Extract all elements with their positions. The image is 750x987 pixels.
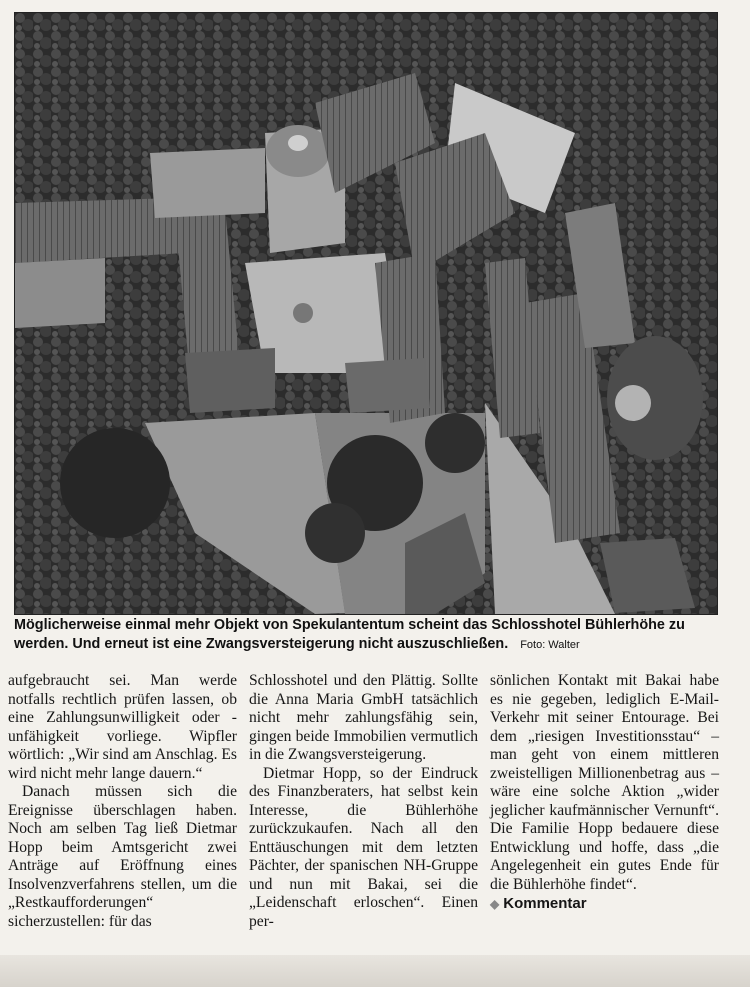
diamond-icon: ◆ <box>490 897 500 911</box>
paragraph: Schlosshotel und den Plättig. Sollte die Anna Maria GmbH tatsächlich nicht mehr zahlungsfähig sein, gingen beide Immobilien vermutlich in die Zwangsversteigerung. <box>249 672 478 763</box>
paper-edge <box>0 955 750 987</box>
aerial-photo-icon <box>15 13 717 614</box>
paragraph: sönlichen Kontakt mit Bakai habe es nie gegeben, lediglich E-Mail-Verkehr mit seiner Entourage. Bei dem „riesigen Investitionsstau“ – man geht von einem mittleren zweistelligen Millionenbetrag aus – wäre eine solche Aktion „wider jeglicher kaufmännischer Vernunft“. Die Familie Hopp bedauere diese Entwicklung und hoffe, dass „die Angelegenheit ein gutes Ende für die Bühlerhöhe findet“. <box>490 672 719 893</box>
aerial-photo-schlosshotel <box>14 12 718 615</box>
paragraph: Danach müssen sich die Ereignisse überschlagen haben. Noch am selben Tag ließ Dietmar Hopp beim Amtsgericht zwei Anträge auf Eröffnung eines Insolvenzverfahrens stellen, um die „Restkaufforderungen“ sicherzustellen: für das <box>8 783 237 930</box>
paragraph: aufgebraucht sei. Man werde notfalls rechtlich prüfen lassen, ob eine Zahlungsunwilligkeit oder -unfähigkeit vorliege. Wipfler wörtlich: „Wir sind am Anschlag. Es wird nicht mehr lange dauern.“ <box>8 672 237 782</box>
article-columns <box>8 672 720 931</box>
kommentar-label: Kommentar <box>503 895 587 912</box>
article-column-2 <box>249 672 478 931</box>
article-column-3 <box>490 672 719 931</box>
photo-caption <box>14 616 718 655</box>
paragraph: Dietmar Hopp, so der Eindruck des Finanzberaters, hat selbst kein Interesse, die Bühlerhöhe zurückzukaufen. Nach all den Enttäuschungen mit dem letzten Pächter, der spanischen NH-Gruppe und nun mit Bakai, sei die „Leidenschaft erloschen“. Einen per- <box>249 764 478 930</box>
photo-credit: Foto: Walter <box>520 639 580 651</box>
article-column-1 <box>8 672 237 931</box>
kommentar-link[interactable] <box>490 895 719 914</box>
caption-text: Möglicherweise einmal mehr Objekt von Spekulantentum scheint das Schlosshotel Bühlerhöhe zu werden. Und erneut ist eine Zwangsversteigerung nicht auszuschließen. <box>14 617 685 652</box>
